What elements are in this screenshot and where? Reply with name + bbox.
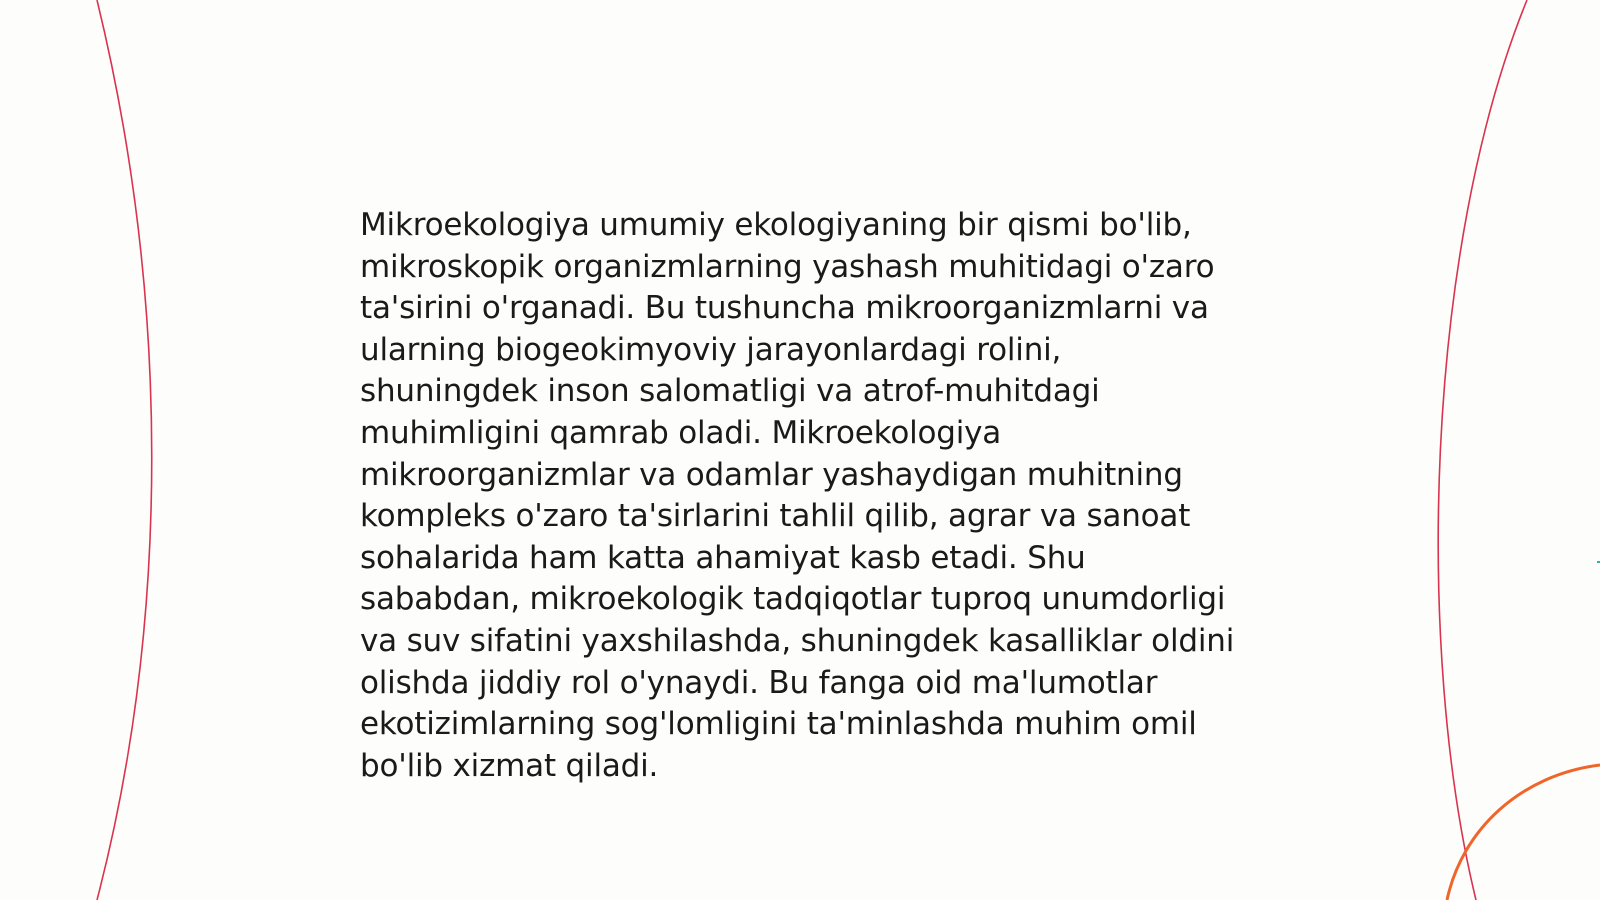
left-curve-line (97, 0, 152, 900)
body-paragraph: Mikroekologiya umumiy ekologiyaning bir qismi bo'lib, mikroskopik organizmlarning yashash muhitidagi o'zaro ta'sirini o'rganadi. Bu tushuncha mikroorganizmlarni va ularning biogeokimyoviy jarayonlardagi rolini, shuningdek inson salomatligi va atrof-muhitdagi muhimligini qamrab oladi. Mikroekologiya mikroorganizmlar va odamlar yashaydigan muhitning kompleks o'zaro ta'sirlarini tahlil qilib, agrar va sanoat sohalarida ham katta ahamiyat kasb etadi. Shu sababdan, mikroekologik tadqiqotlar tuproq unumdorligi va suv sifatini yaxshilashda, shuningdek kasalliklar oldini olishda jiddiy rol o'ynaydi. Bu fanga oid ma'lumotlar ekotizimlarning sog'lomligini ta'minlashda muhim omil bo'lib xizmat qiladi. (360, 207, 1235, 784)
orange-arc (1447, 765, 1600, 900)
right-curve-line (1438, 0, 1527, 900)
